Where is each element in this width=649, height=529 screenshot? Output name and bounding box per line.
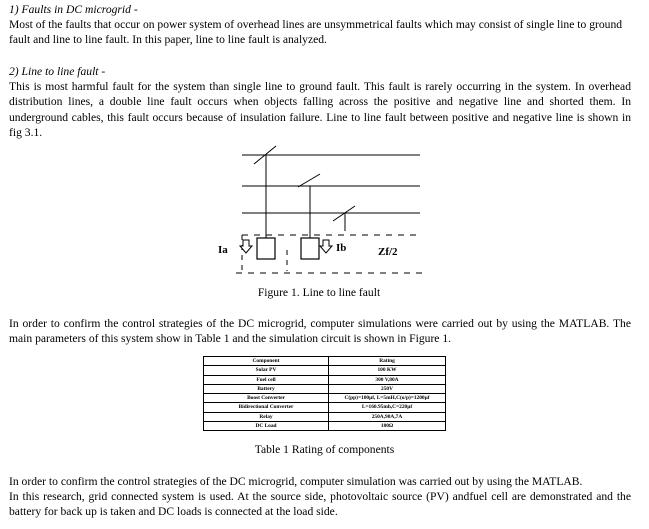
- table-cell: 250V: [329, 384, 446, 393]
- figure-caption: Figure 1. Line to line fault: [257, 286, 381, 299]
- ratings-table: [203, 356, 446, 431]
- section-2-body: This is most harmful fault for the system than single line to ground fault. This fault is rarely occurring in the system. In overhead distribution lines, a double line fault occurs when objects falling across the positive and negative line and shorted them. In underground cables, this fault occurs because of insulation failure. Line to line fault between positive and negative line is shown in fig 3.1.: [9, 80, 631, 140]
- table-row: [204, 412, 446, 421]
- line-to-line-fault-figure: [212, 143, 436, 277]
- fault-tick-2: [298, 174, 320, 187]
- table-row: [204, 403, 446, 412]
- section-1-body: Most of the faults that occur on power system of overhead lines are unsymmetrical faults which may consist of single line to ground fault and line to line fault. In this paper, line to line fault is analyzed.: [9, 18, 623, 47]
- table-cell: 300 V,80A: [329, 375, 446, 384]
- table-row: [204, 366, 446, 375]
- label-ia: Ia: [218, 244, 228, 256]
- table-cell: 100Ω: [329, 422, 446, 431]
- label-ib: Ib: [336, 242, 347, 254]
- table-row: [204, 375, 446, 384]
- label-zf: Zf/2: [378, 246, 398, 258]
- table-cell: 250A,90A,7A: [329, 412, 446, 421]
- table-cell: Relay: [204, 412, 329, 421]
- table-header-rating: Rating: [329, 357, 446, 366]
- table-cell: Fuel cell: [204, 375, 329, 384]
- impedance-box-b: [301, 238, 319, 259]
- table-cell: 100 KW: [329, 366, 446, 375]
- table-row: [204, 422, 446, 431]
- section-1-heading: 1) Faults in DC microgrid -: [9, 3, 138, 16]
- table-cell: C(pp)=100µf, L=5mH,C(o/p)=1200µf: [329, 394, 446, 403]
- simulation-paragraph-2: In order to confirm the control strategies of the DC microgrid, computer simulation was carried out by using the MATLAB.: [9, 475, 583, 488]
- table-cell: L=160.95mh,C=220µf: [329, 403, 446, 412]
- table-cell: Battery: [204, 384, 329, 393]
- table-header-row: [204, 357, 446, 366]
- section-2-heading: 2) Line to line fault -: [9, 65, 106, 78]
- research-paragraph: In this research, grid connected system is used. At the source side, photovoltaic source (PV) andfuel cell are demonstrated and the battery for back up is taken and DC loads is connected at the load side.: [9, 490, 631, 519]
- table-header-component: Component: [204, 357, 329, 366]
- table-cell: Boost Converter: [204, 394, 329, 403]
- arrow-ib-icon: [320, 240, 332, 253]
- arrow-ia-icon: [240, 240, 252, 253]
- simulation-paragraph: In order to confirm the control strategies of the DC microgrid, computer simulations were carried out by using the MATLAB. The main parameters of this system show in Table 1 and the simulation circuit is shown in Figure 1.: [9, 317, 631, 346]
- impedance-box-a: [257, 238, 275, 259]
- table-row: [204, 384, 446, 393]
- table-caption: Table 1 Rating of components: [254, 443, 395, 456]
- table-cell: DC Load: [204, 422, 329, 431]
- table-cell: Bidirectional Converter: [204, 403, 329, 412]
- table-row: [204, 394, 446, 403]
- table-cell: Solar PV: [204, 366, 329, 375]
